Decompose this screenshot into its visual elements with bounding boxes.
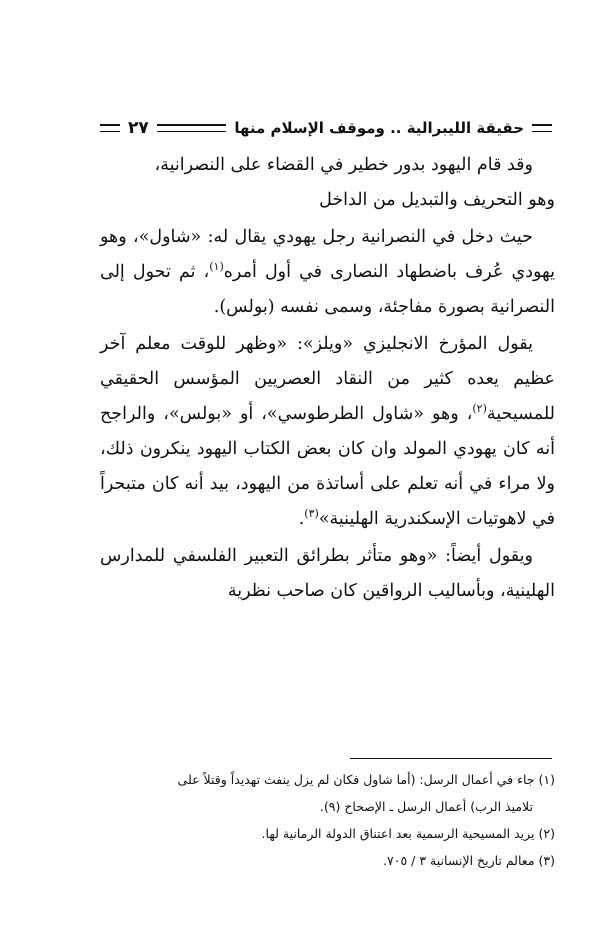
paragraph-1 bbox=[100, 148, 555, 218]
footnote-3-text: (٣) معالم تاريخ الإنسانية ٣ / ٧٠٥. bbox=[383, 853, 555, 868]
footnote-ref-1[interactable]: (١) bbox=[209, 260, 224, 274]
footnotes bbox=[100, 766, 555, 874]
paragraph-4-text: ويقول أيضاً: «وهو متأثر بطرائق التعبير الفلسفي للمدارس الهلينية، وبأساليب الرواقين كان صاحب نظرية bbox=[100, 546, 555, 601]
paragraph-2 bbox=[100, 220, 555, 325]
paragraph-1-line-1: وقد قام اليهود بدور خطير في القضاء على النصرانية، bbox=[154, 155, 533, 175]
footnote-2-text: (٢) يريد المسيحية الرسمية بعد اعتناق الدولة الرمانية لها. bbox=[261, 826, 555, 841]
paragraph-4 bbox=[100, 539, 555, 609]
footnote-ref-3[interactable]: (٣) bbox=[304, 507, 319, 521]
header-rule-right bbox=[532, 124, 552, 132]
paragraph-3 bbox=[100, 327, 555, 537]
footnote-1-continued bbox=[100, 793, 555, 820]
paragraph-3-text-b: ، وهو «شاول الطرطوسي»، أو «بولس»، والراجح أنه كان يهودي المولد وان كان بعض الكتاب اليهود ينكرون ذلك، ولا مراء في أنه تعلم على أساتذة من اليهود، بيد أنه كان متبحراً في لاهوتيات الإسكندرية الهلينية» bbox=[100, 404, 555, 529]
header-rule-middle bbox=[157, 124, 227, 132]
footnote-1-line-2: تلاميذ الرب) أعمال الرسل ـ الإصحاح (٩). bbox=[319, 799, 533, 814]
paragraph-3-text-c: . bbox=[298, 509, 305, 529]
body-text bbox=[100, 148, 555, 609]
footnote-ref-2[interactable]: (٢) bbox=[472, 402, 487, 416]
footnote-1 bbox=[100, 766, 555, 793]
header-rule-left bbox=[100, 124, 120, 132]
footnote-separator bbox=[350, 758, 552, 759]
paragraph-2-text-end: ، ثم تحول إلى النصرانية بصورة مفاجئة، وسمى نفسه (بولس). bbox=[100, 262, 555, 317]
paragraph-1-line-2: وهو التحريف والتبديل من الداخل bbox=[319, 190, 555, 210]
running-title: حقيقة الليبرالية .. وموقف الإسلام منها bbox=[234, 119, 524, 137]
page-number: ٢٧ bbox=[128, 118, 149, 138]
footnote-3 bbox=[100, 847, 555, 874]
footnote-2 bbox=[100, 820, 555, 847]
paragraph-2-text: حيث دخل في النصرانية رجل يهودي يقال له: «شاول»، وهو يهودي عُرف باضطهاد النصارى في أول أمره bbox=[100, 227, 555, 282]
footnote-1-line-1: (١) جاء في أعمال الرسل: (أما شاول فكان لم يزل ينفث تهديداً وقتلاً على bbox=[177, 772, 555, 787]
paragraph-3-text-a: يقول المؤرخ الانجليزي «ويلز»: «وظهر للوقت معلم آخر عظيم يعده كثير من النقاد العصريين المؤسس الحقيقي للمسيحية bbox=[100, 334, 555, 424]
page-header bbox=[100, 116, 552, 140]
